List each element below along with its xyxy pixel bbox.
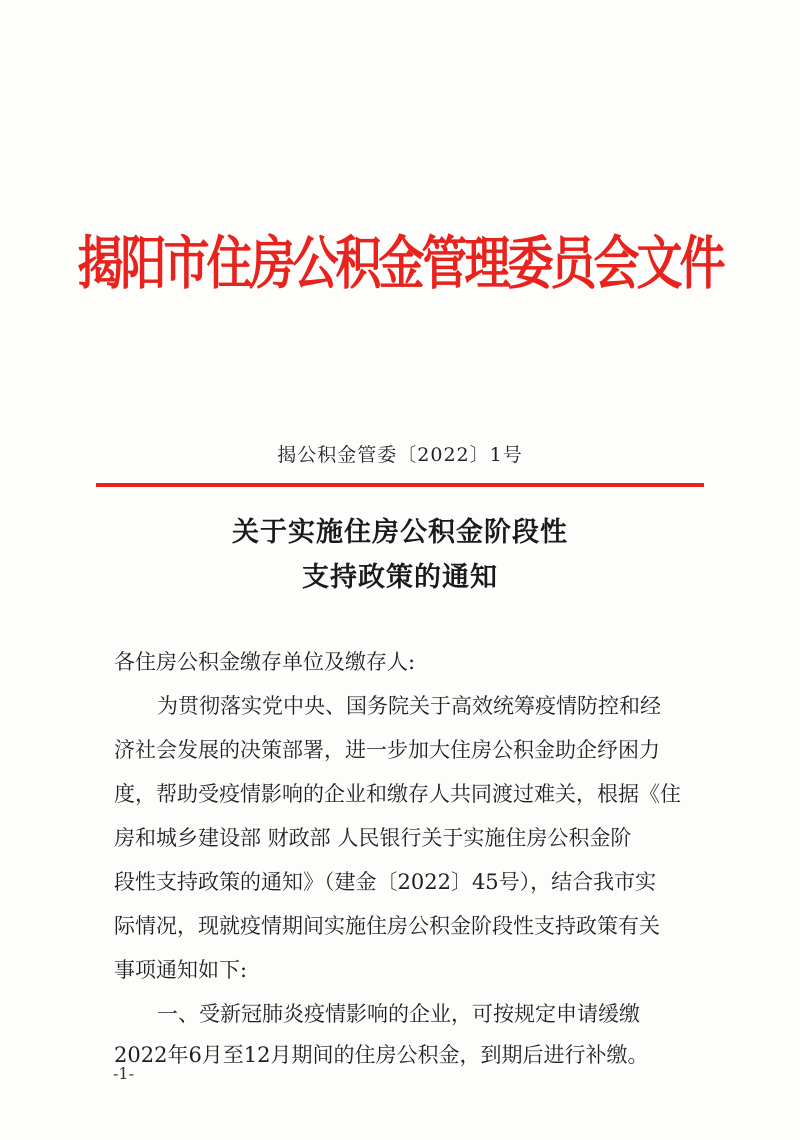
paragraph-1-line-4: 房和城乡建设部 财政部 人民银行关于实施住房公积金阶 [114, 826, 632, 850]
paragraph-1-line-7: 事项通知如下: [114, 958, 248, 982]
paragraph-2-line-1: 一、受新冠肺炎疫情影响的企业，可按规定申请缓缴 [157, 1002, 640, 1026]
paragraph-1-line-3: 度，帮助受疫情影响的企业和缴存人共同渡过难关，根据《住 [114, 782, 681, 806]
paragraph-1-line-2: 济社会发展的决策部署，进一步加大住房公积金助企纾困力 [114, 738, 660, 762]
salutation: 各住房公积金缴存单位及缴存人: [114, 650, 416, 674]
page-number: -1- [113, 1064, 134, 1083]
paragraph-1-line-5: 段性支持政策的通知》（建金〔2022〕45号），结合我市实 [114, 870, 657, 894]
paragraph-2-line-2: 2022年6月至12月期间的住房公积金，到期后进行补缴。 [114, 1043, 649, 1067]
paragraph-1-line-6: 际情况，现就疫情期间实施住房公积金阶段性支持政策有关 [114, 914, 660, 938]
paragraph-1-line-1: 为贯彻落实党中央、国务院关于高效统筹疫情防控和经 [157, 694, 661, 718]
document-number: 揭公积金管委〔2022〕1号 [277, 444, 523, 466]
subject-title-line-1: 关于实施住房公积金阶段性 [232, 517, 568, 548]
subject-title-line-2: 支持政策的通知 [302, 562, 498, 593]
red-divider-line [96, 483, 704, 487]
document-header-title: 揭阳市住房公积金管理委员会文件 [77, 229, 723, 297]
